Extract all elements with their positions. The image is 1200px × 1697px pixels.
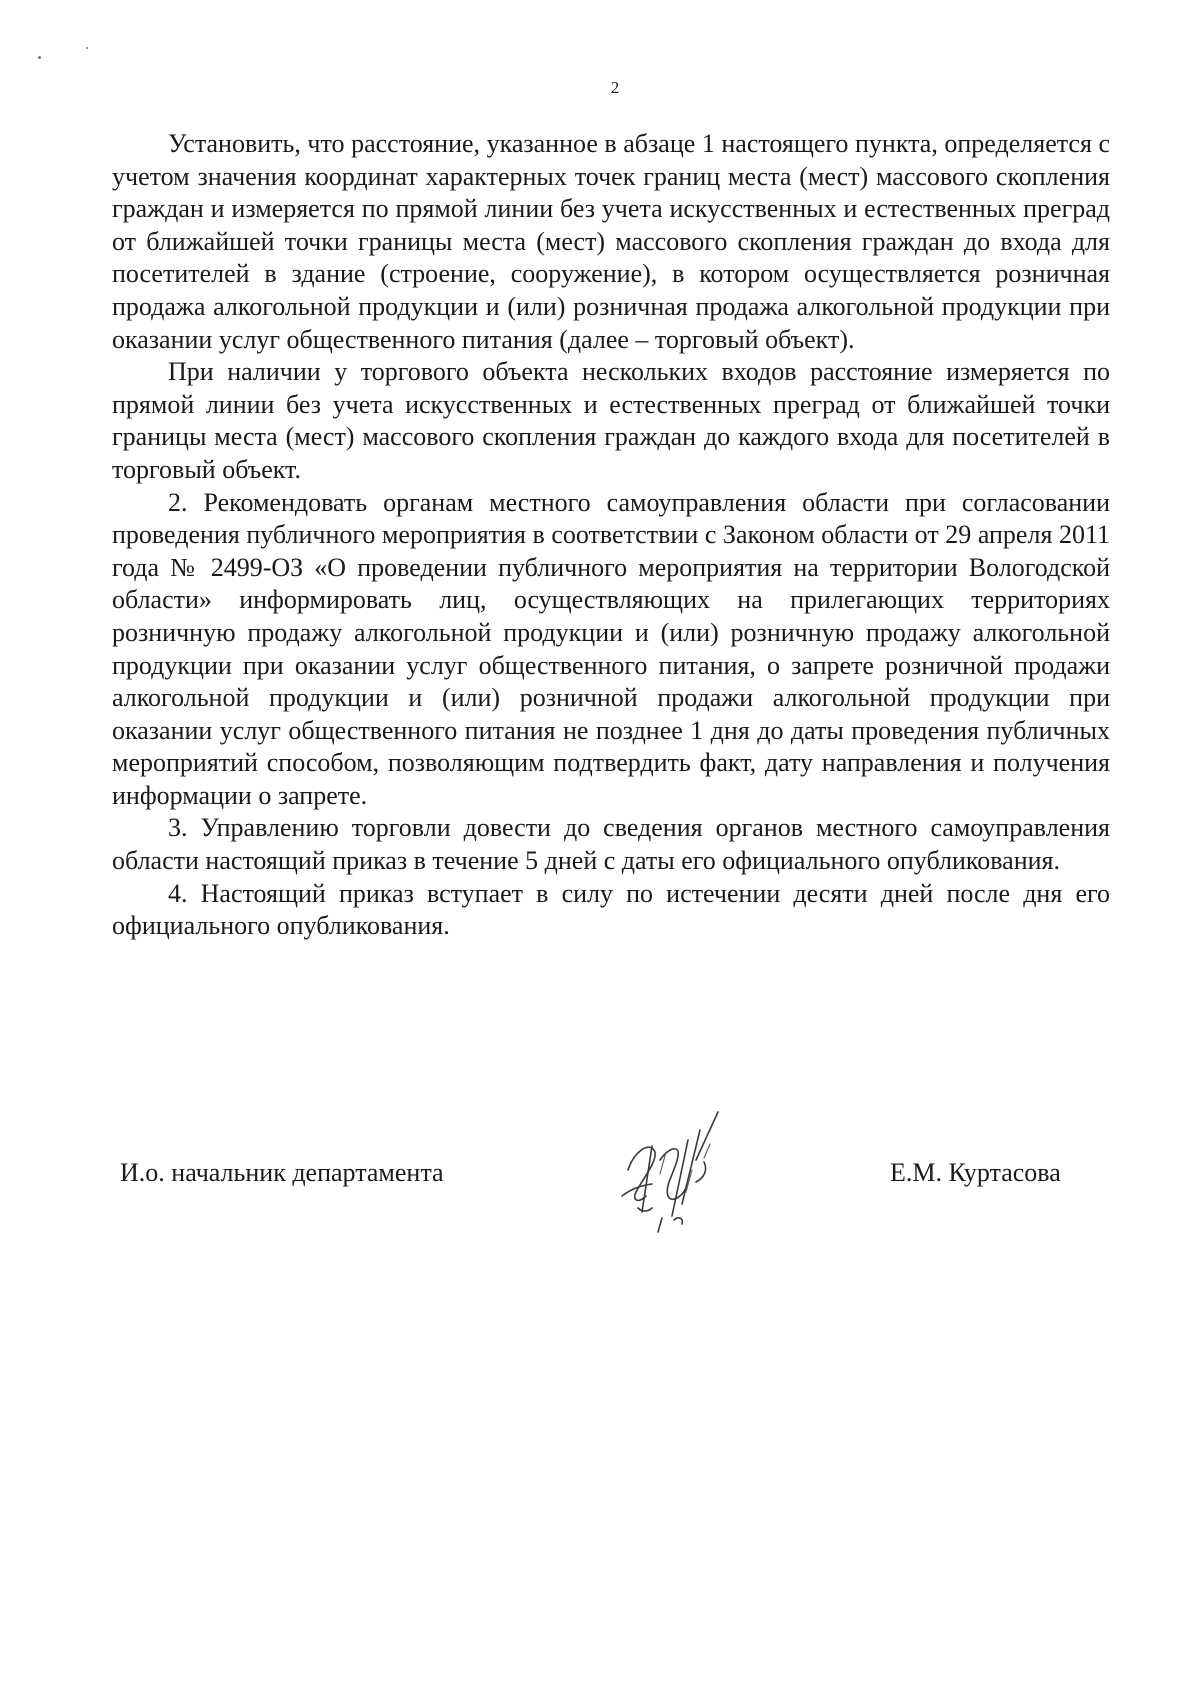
- page-number: 2: [610, 78, 620, 97]
- handwritten-signature-icon: [608, 1100, 758, 1235]
- scan-artifact: [86, 47, 88, 49]
- paragraph-item-3: 3. Управлению торговли довести до сведения органов местного самоуправления области настоящий приказ в течение 5 дней с даты его официального опубликования.: [112, 813, 1110, 876]
- paragraph-multiple-entrances: При наличии у торгового объекта нескольких входов расстояние измеряется по прямой линии без учета искусственных и естественных преград от ближайшей точки границы места (мест) массового скопления граждан до каждого входа для посетителей в торговый объект.: [112, 357, 1110, 484]
- scan-artifact: [38, 56, 41, 59]
- signatory-name: Е.М. Куртасова: [890, 1158, 1061, 1187]
- signature-block: [0, 1158, 1200, 1278]
- paragraph-item-2: 2. Рекомендовать органам местного самоуправления области при согласовании проведения публичного мероприятия в соответствии с Законом области от 29 апреля 2011 года № 2499-ОЗ «О проведении публичного мероприятия на территории Вологодской области» информировать лиц, осуществляющих на прилегающих территориях розничную продажу алкогольной продукции и (или) розничную продажу алкогольной продукции при оказании услуг общественного питания, о запрете розничной продажи алкогольной продукции и (или) розничной продажи алкогольной продукции при оказании услуг общественного питания не позднее 1 дня до даты проведения публичных мероприятий способом, позволяющим подтвердить факт, дату направления и получения информации о запрете.: [112, 487, 1110, 810]
- paragraph-distance-definition: Установить, что расстояние, указанное в абзаце 1 настоящего пункта, определяется с учетом значения координат характерных точек границ места (мест) массового скопления граждан и измеряется по прямой линии без учета искусственных и естественных преград от ближайшей точки границы места (мест) массового скопления граждан до входа для посетителей в здание (строение, сооружение), в котором осуществляется розничная продажа алкогольной продукции и (или) розничная продажа алкогольной продукции при оказании услуг общественного питания (далее – торговый объект).: [112, 129, 1110, 354]
- document-body: [112, 128, 1110, 943]
- signatory-position: И.о. начальник департамента: [120, 1158, 444, 1187]
- paragraph-item-4: 4. Настоящий приказ вступает в силу по истечении десяти дней после дня его официального опубликования.: [112, 878, 1110, 941]
